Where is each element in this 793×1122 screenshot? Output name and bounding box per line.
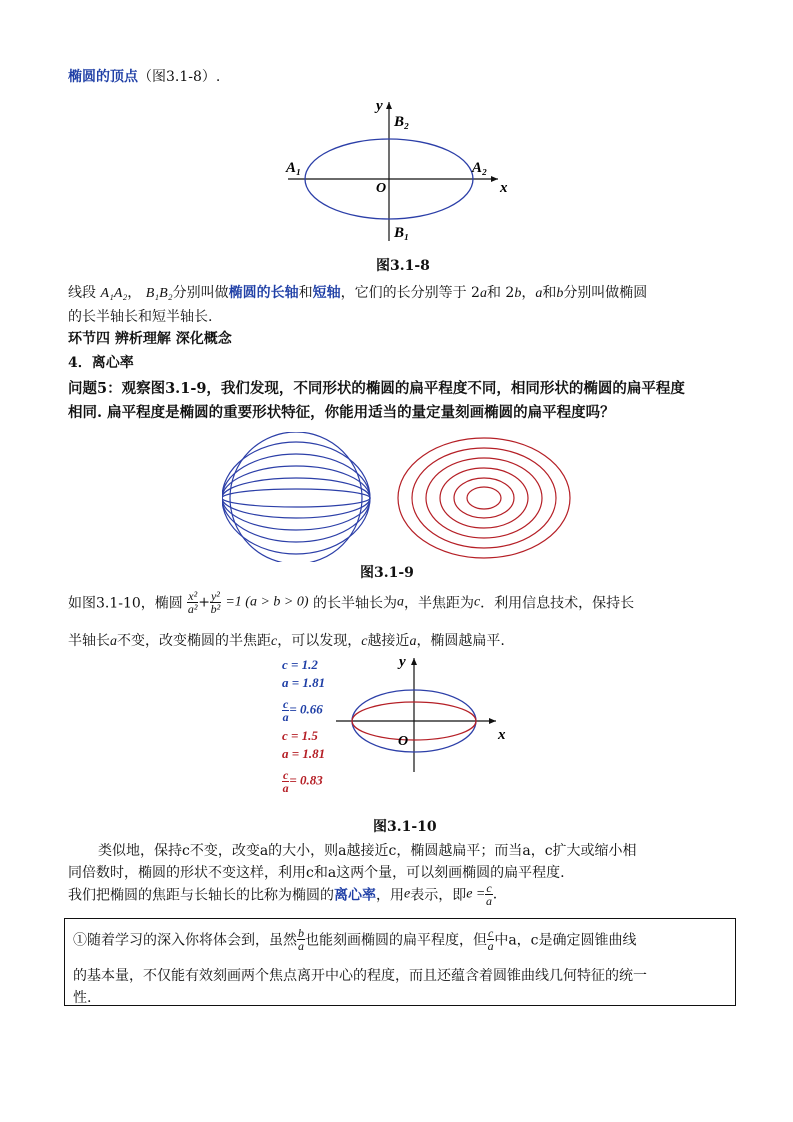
segment-a1a2: A₁A₂: [100, 286, 128, 301]
numerator: c: [283, 697, 289, 711]
red-ellipse: [440, 468, 528, 528]
denominator: b²: [210, 602, 221, 616]
note-line3: 性.: [73, 990, 92, 1006]
red-ellipse: [398, 438, 570, 558]
red-ellipse: [412, 448, 556, 548]
text: ，它们的长分别等于 2: [340, 285, 480, 301]
figure-3-1-8: [280, 96, 520, 246]
vertex-ref: （图3.1-8）.: [138, 69, 221, 85]
b1-label: B₁: [394, 225, 410, 241]
var-c: c: [271, 634, 278, 649]
text: .: [492, 886, 498, 903]
denominator: a: [282, 710, 289, 724]
text: ，可以发现，: [277, 633, 362, 649]
fig-3-1-10-caption: 图3.1-10: [373, 819, 437, 835]
text: 如图3.1-10，椭圆: [68, 595, 183, 612]
var-a: a: [535, 286, 543, 301]
note-line2: 的基本量，不仅能有效刻画两个焦点离开中心的程度，而且还蕴含着圆锥曲线几何特征的统一: [73, 968, 647, 984]
text: ，用: [376, 887, 404, 904]
text: 我们把椭圆的焦距与长轴长的比称为椭圆的: [68, 887, 334, 904]
text: 不变，改变椭圆的半焦距: [117, 633, 271, 649]
blue-ellipse: [222, 442, 370, 554]
ratio-value: = 0.83: [289, 772, 323, 788]
fig10-paragraph-line1: [68, 590, 634, 626]
blue-ellipse: [222, 466, 370, 530]
text: 半轴长: [68, 633, 110, 649]
blue-ellipse: [222, 478, 370, 518]
numerator: y²: [210, 589, 220, 603]
similar-paragraph-line2: 同倍数时，椭圆的形状不变这样，利用c和a这两个量，可以刻画椭圆的扁平程度.: [68, 865, 565, 881]
section-4-heading: 4．离心率: [68, 355, 134, 371]
numerator: c: [488, 926, 494, 940]
equation-rest: =1 (a > b > 0): [225, 594, 309, 610]
question5-line2: 相同. 扁平程度是椭圆的重要形状特征，你能用适当的量定量刻画椭圆的扁平程度吗？: [68, 404, 615, 421]
denominator: a²: [187, 602, 198, 616]
y-axis-arrow: [411, 658, 417, 665]
text: ①随着学习的深入你将体会到，虽然: [73, 932, 297, 949]
equation-x-term: [187, 590, 198, 615]
b2-label: B₂: [394, 114, 410, 130]
blue-ellipse: [222, 489, 370, 507]
fig-3-1-8-caption: 图3.1-8: [376, 258, 430, 274]
blue-ellipse-family: [222, 432, 370, 562]
similar-paragraph-line1: 类似地，保持c不变，改变a的大小，则a越接近c，椭圆越扁平；而当a，c扩大或缩小相: [98, 843, 637, 859]
vertex-term: 椭圆的顶点: [68, 69, 138, 85]
text: 也能刻画椭圆的扁平程度，但: [305, 932, 487, 949]
fig-3-1-9-caption: 图3.1-9: [360, 565, 414, 581]
y-axis-arrow: [386, 102, 392, 109]
red-ratio: [282, 769, 325, 794]
red-ellipse-family: [398, 438, 570, 558]
text: ，半焦距为: [403, 595, 474, 612]
a2-label: A₂: [472, 160, 488, 176]
red-a-value: a = 1.81: [282, 746, 326, 761]
blue-ratio: [282, 698, 325, 723]
denominator: a: [487, 939, 494, 953]
text: 表示，即: [410, 887, 467, 904]
figure-3-1-10: [334, 650, 524, 775]
var-b: b: [514, 286, 522, 301]
var-a: a: [479, 286, 487, 301]
numerator: x²: [188, 589, 198, 603]
text: 分别叫做: [172, 285, 229, 301]
origin-label: O: [376, 181, 387, 196]
text: 和: [298, 285, 313, 301]
numerator: c: [486, 881, 492, 895]
numerator: b: [298, 926, 304, 940]
figure-3-1-9: [222, 432, 582, 562]
x-label: x: [500, 180, 508, 196]
text: ，: [127, 285, 142, 301]
blue-a-value: a = 1.81: [282, 675, 326, 690]
text: ，: [521, 285, 536, 301]
term-short-axis: 短轴: [312, 285, 341, 301]
var-c: c: [361, 634, 368, 649]
var-a: a: [409, 634, 417, 649]
x-label: x: [498, 727, 506, 743]
footnote-box: [64, 918, 736, 1006]
red-ellipse: [426, 458, 542, 538]
term-eccentricity: 离心率: [334, 887, 376, 904]
equation-y-term: [210, 590, 221, 615]
segment-b1b2: B₁B₂: [145, 286, 173, 301]
var-a: a: [110, 634, 117, 649]
definition-line: [68, 882, 497, 918]
red-c-value: c = 1.5: [282, 728, 318, 743]
note-line1: [73, 927, 637, 957]
var-a: a: [396, 594, 404, 610]
denominator: a: [282, 781, 289, 795]
text: ，椭圆越扁平.: [416, 633, 505, 649]
denominator: a: [298, 939, 304, 953]
fraction-b-over-a: [297, 927, 305, 952]
denominator: a: [486, 894, 493, 908]
red-ellipse: [454, 478, 514, 518]
var-e: e: [404, 886, 411, 902]
origin-label: O: [398, 734, 409, 749]
numerator: c: [283, 768, 289, 782]
axes-paragraph-line2: 的长半轴长和短半轴长.: [68, 309, 213, 325]
fig10-paragraph-line2: [68, 630, 505, 650]
term-long-axis: 椭圆的长轴: [228, 285, 299, 301]
blue-ellipse: [222, 454, 370, 542]
axes-paragraph-line1: [68, 282, 647, 302]
text: 的长半轴长为: [312, 595, 397, 612]
text: 线段: [68, 285, 96, 301]
plus: +: [198, 594, 210, 611]
fraction-c-over-a: [485, 882, 492, 907]
y-label: y: [399, 654, 406, 670]
y-label: y: [376, 98, 383, 114]
blue-c-value: c = 1.2: [282, 657, 318, 672]
question5-line1: 问题5：观察图3.1-9，我们发现，不同形状的椭圆的扁平程度不同，相同形状的椭圆的扁平程度: [68, 380, 685, 397]
text: ．利用信息技术，保持长: [480, 595, 635, 612]
ratio-value: = 0.66: [289, 701, 323, 717]
text: 中: [494, 932, 509, 949]
var-b: b: [556, 286, 564, 301]
link-four-heading: 环节四 辨析理解 深化概念: [68, 331, 232, 347]
text: a，c是确定圆锥曲线: [508, 932, 637, 949]
vertex-heading: [68, 66, 220, 86]
text: 分别叫做椭圆: [563, 285, 648, 301]
var-c: c: [473, 594, 481, 610]
x-axis-arrow: [491, 176, 498, 182]
text: 和: [542, 285, 557, 301]
x-axis-arrow: [489, 718, 496, 724]
text: 越接近: [367, 633, 410, 649]
a1-label: A₁: [286, 160, 302, 176]
red-ellipse: [467, 487, 501, 509]
fig10-values: [282, 656, 325, 794]
text: 和 2: [486, 285, 515, 301]
equation-e: e =: [466, 886, 486, 902]
